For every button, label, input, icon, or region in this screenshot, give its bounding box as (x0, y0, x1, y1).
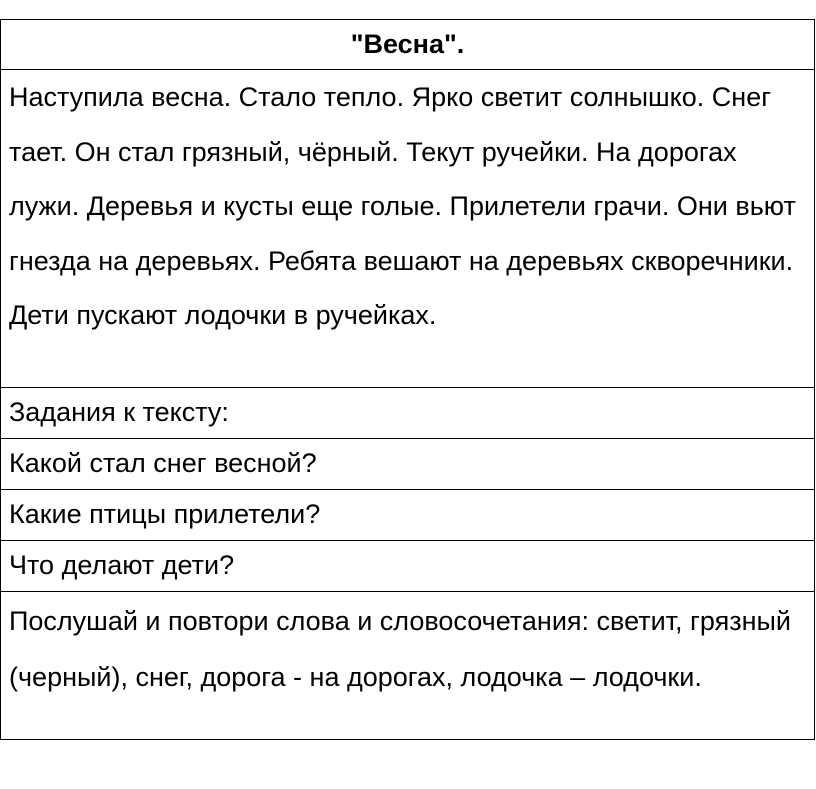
exercise-row (1, 592, 815, 740)
question-row (1, 439, 815, 490)
title-row (1, 20, 815, 70)
question-row (1, 541, 815, 592)
worksheet (0, 19, 816, 789)
paragraph-row (1, 70, 815, 388)
tasks-heading: Задания к тексту: (1, 388, 815, 439)
text-table (0, 19, 815, 740)
question-2: Какие птицы прилетели? (1, 490, 815, 541)
document-title: "Весна". (1, 20, 815, 70)
question-1: Какой стал снег весной? (1, 439, 815, 490)
question-row (1, 490, 815, 541)
exercise-text: Послушай и повтори слова и словосочетания: светит, грязный (черный), снег, дорога - на дорогах, лодочка – лодочки. (1, 592, 815, 740)
tasks-heading-row (1, 388, 815, 439)
question-3: Что делают дети? (1, 541, 815, 592)
story-paragraph: Наступила весна. Стало тепло. Ярко светит солнышко. Снег тает. Он стал грязный, чёрный. Текут ручейки. На дорогах лужи. Деревья и кусты еще голые. Прилетели грачи. Они вьют гнезда на деревьях. Ребята вешают на деревьях скворечники. Дети пускают лодочки в ручейках. (1, 70, 815, 388)
